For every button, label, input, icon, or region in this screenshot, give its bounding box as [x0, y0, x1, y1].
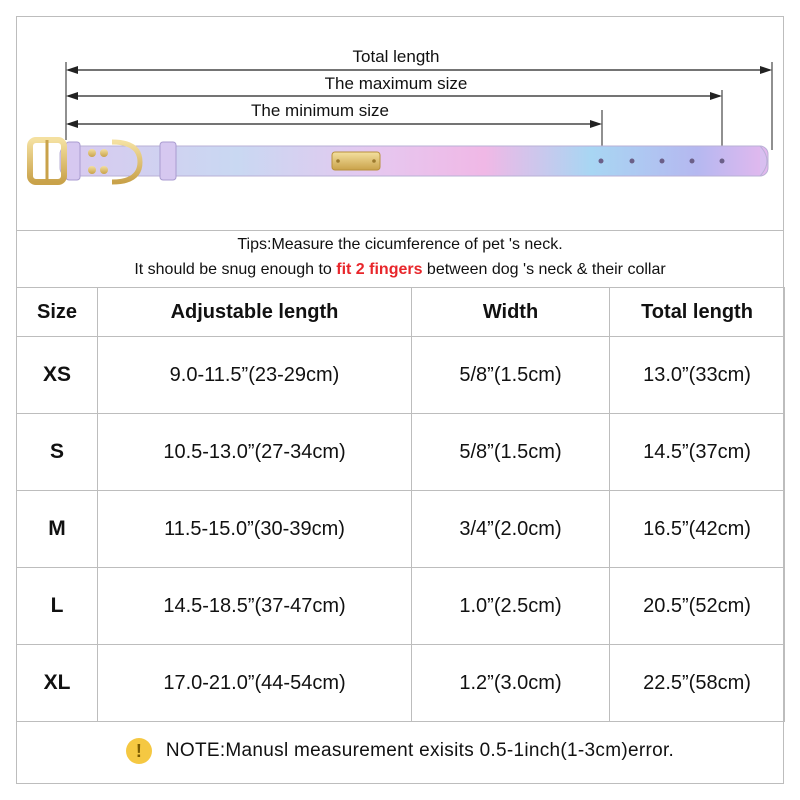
adjustable-cell: 17.0-21.0”(44-54cm): [98, 645, 412, 722]
collar-diagram: [0, 0, 800, 230]
size-cell: M: [17, 491, 98, 568]
collar-image: [30, 140, 768, 182]
total-length-label: Total length: [352, 47, 440, 66]
width-cell: 5/8”(1.5cm): [412, 414, 610, 491]
size-cell: XL: [17, 645, 98, 722]
tips-line-2-end: between dog 's neck & their collar: [422, 261, 666, 278]
size-table: [16, 287, 785, 722]
total-cell: 14.5”(37cm): [610, 414, 785, 491]
tips-line-2: [16, 261, 784, 279]
adjustable-cell: 14.5-18.5”(37-47cm): [98, 568, 412, 645]
divider: [16, 230, 784, 231]
header-adjustable-length: Adjustable length: [98, 288, 412, 337]
table-header-row: [17, 288, 785, 337]
total-cell: 22.5”(58cm): [610, 645, 785, 722]
header-width: Width: [412, 288, 610, 337]
table-row: [17, 645, 785, 722]
size-cell: XS: [17, 337, 98, 414]
width-cell: 1.2”(3.0cm): [412, 645, 610, 722]
tips-highlight: fit 2 fingers: [336, 261, 423, 278]
table-row: [17, 337, 785, 414]
table-row: [17, 414, 785, 491]
header-size: Size: [17, 288, 98, 337]
note-section: [16, 722, 784, 780]
total-cell: 20.5”(52cm): [610, 568, 785, 645]
table-row: [17, 568, 785, 645]
table-row: [17, 491, 785, 568]
width-cell: 3/4”(2.0cm): [412, 491, 610, 568]
tips-line-2-start: It should be snug enough to: [134, 261, 337, 278]
size-cell: L: [17, 568, 98, 645]
total-cell: 13.0”(33cm): [610, 337, 785, 414]
tips-line-1: Tips:Measure the cicumference of pet 's neck.: [237, 236, 563, 253]
width-cell: 1.0”(2.5cm): [412, 568, 610, 645]
minimum-size-label: The minimum size: [251, 101, 389, 120]
header-total-length: Total length: [610, 288, 785, 337]
adjustable-cell: 11.5-15.0”(30-39cm): [98, 491, 412, 568]
size-cell: S: [17, 414, 98, 491]
maximum-size-label: The maximum size: [324, 74, 468, 93]
adjustable-cell: 9.0-11.5”(23-29cm): [98, 337, 412, 414]
total-cell: 16.5”(42cm): [610, 491, 785, 568]
width-cell: 5/8”(1.5cm): [412, 337, 610, 414]
note-text: NOTE:Manusl measurement exisits 0.5-1inch(1-3cm)error.: [165, 740, 675, 761]
adjustable-cell: 10.5-13.0”(27-34cm): [98, 414, 412, 491]
exclamation-icon: !: [126, 738, 152, 764]
